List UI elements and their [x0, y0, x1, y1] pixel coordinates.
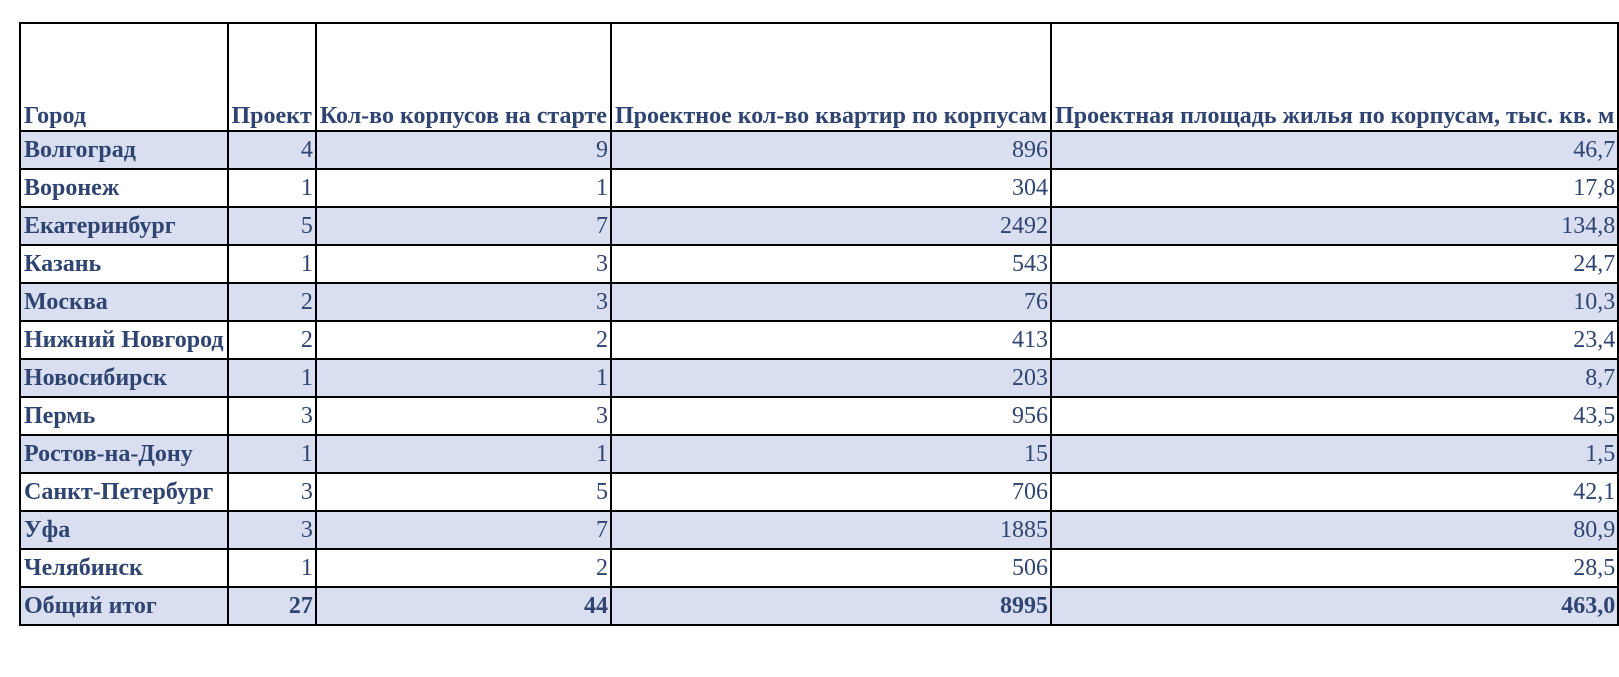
cell-buildings: 1 — [316, 435, 611, 473]
header-buildings: Кол-во корпусов на старте — [316, 23, 611, 131]
cell-projects: 1 — [228, 169, 316, 207]
cell-apartments: 2492 — [611, 207, 1051, 245]
cell-projects: 1 — [228, 435, 316, 473]
cell-city: Воронеж — [20, 169, 228, 207]
header-apartments: Проектное кол-во квартир по корпусам — [611, 23, 1051, 131]
cell-area: 1,5 — [1051, 435, 1618, 473]
cell-area: 42,1 — [1051, 473, 1618, 511]
header-area: Проектная площадь жилья по корпусам, тыс. кв. м — [1051, 23, 1618, 131]
total-row — [20, 587, 1618, 625]
cell-buildings: 3 — [316, 283, 611, 321]
cell-projects: 1 — [228, 359, 316, 397]
cell-area: 17,8 — [1051, 169, 1618, 207]
header-projects: Проект — [228, 23, 316, 131]
cell-apartments: 76 — [611, 283, 1051, 321]
cell-projects: 3 — [228, 511, 316, 549]
cell-city: Санкт-Петербург — [20, 473, 228, 511]
cell-city: Новосибирск — [20, 359, 228, 397]
cell-buildings: 3 — [316, 245, 611, 283]
cell-city: Екатеринбург — [20, 207, 228, 245]
header-row — [20, 23, 1618, 131]
table-row — [20, 245, 1618, 283]
cell-apartments: 1885 — [611, 511, 1051, 549]
cell-area: 463,0 — [1051, 587, 1618, 625]
cell-projects: 3 — [228, 397, 316, 435]
cell-buildings: 1 — [316, 359, 611, 397]
cell-city: Челябинск — [20, 549, 228, 587]
cell-city: Нижний Новгород — [20, 321, 228, 359]
cell-apartments: 896 — [611, 131, 1051, 169]
table-row — [20, 511, 1618, 549]
cell-buildings: 1 — [316, 169, 611, 207]
cell-projects: 1 — [228, 245, 316, 283]
cell-area: 134,8 — [1051, 207, 1618, 245]
cell-area: 43,5 — [1051, 397, 1618, 435]
cell-buildings: 3 — [316, 397, 611, 435]
cell-apartments: 8995 — [611, 587, 1051, 625]
header-city: Город — [20, 23, 228, 131]
cell-apartments: 304 — [611, 169, 1051, 207]
table-row — [20, 549, 1618, 587]
cell-projects: 27 — [228, 587, 316, 625]
cell-buildings: 44 — [316, 587, 611, 625]
cell-area: 10,3 — [1051, 283, 1618, 321]
cell-projects: 5 — [228, 207, 316, 245]
table-row — [20, 131, 1618, 169]
table-row — [20, 321, 1618, 359]
table-row — [20, 283, 1618, 321]
cell-area: 8,7 — [1051, 359, 1618, 397]
cell-apartments: 706 — [611, 473, 1051, 511]
cell-buildings: 2 — [316, 549, 611, 587]
table-row — [20, 435, 1618, 473]
cell-projects: 4 — [228, 131, 316, 169]
cell-apartments: 543 — [611, 245, 1051, 283]
cell-city: Казань — [20, 245, 228, 283]
table-row — [20, 207, 1618, 245]
cell-area: 80,9 — [1051, 511, 1618, 549]
table-row — [20, 397, 1618, 435]
cell-projects: 2 — [228, 321, 316, 359]
cell-apartments: 506 — [611, 549, 1051, 587]
cell-city: Пермь — [20, 397, 228, 435]
cell-area: 23,4 — [1051, 321, 1618, 359]
cell-city: Ростов-на-Дону — [20, 435, 228, 473]
cell-projects: 1 — [228, 549, 316, 587]
cell-area: 28,5 — [1051, 549, 1618, 587]
cell-buildings: 5 — [316, 473, 611, 511]
cell-projects: 3 — [228, 473, 316, 511]
cell-apartments: 956 — [611, 397, 1051, 435]
cell-apartments: 203 — [611, 359, 1051, 397]
table-row — [20, 169, 1618, 207]
cell-apartments: 413 — [611, 321, 1051, 359]
data-table — [19, 22, 1619, 626]
cell-buildings: 7 — [316, 511, 611, 549]
cell-city: Волгоград — [20, 131, 228, 169]
cell-projects: 2 — [228, 283, 316, 321]
cell-area: 24,7 — [1051, 245, 1618, 283]
cell-buildings: 9 — [316, 131, 611, 169]
cell-buildings: 7 — [316, 207, 611, 245]
table-row — [20, 359, 1618, 397]
table-row — [20, 473, 1618, 511]
cell-buildings: 2 — [316, 321, 611, 359]
cell-city: Уфа — [20, 511, 228, 549]
cell-area: 46,7 — [1051, 131, 1618, 169]
cell-city: Общий итог — [20, 587, 228, 625]
cell-city: Москва — [20, 283, 228, 321]
cell-apartments: 15 — [611, 435, 1051, 473]
